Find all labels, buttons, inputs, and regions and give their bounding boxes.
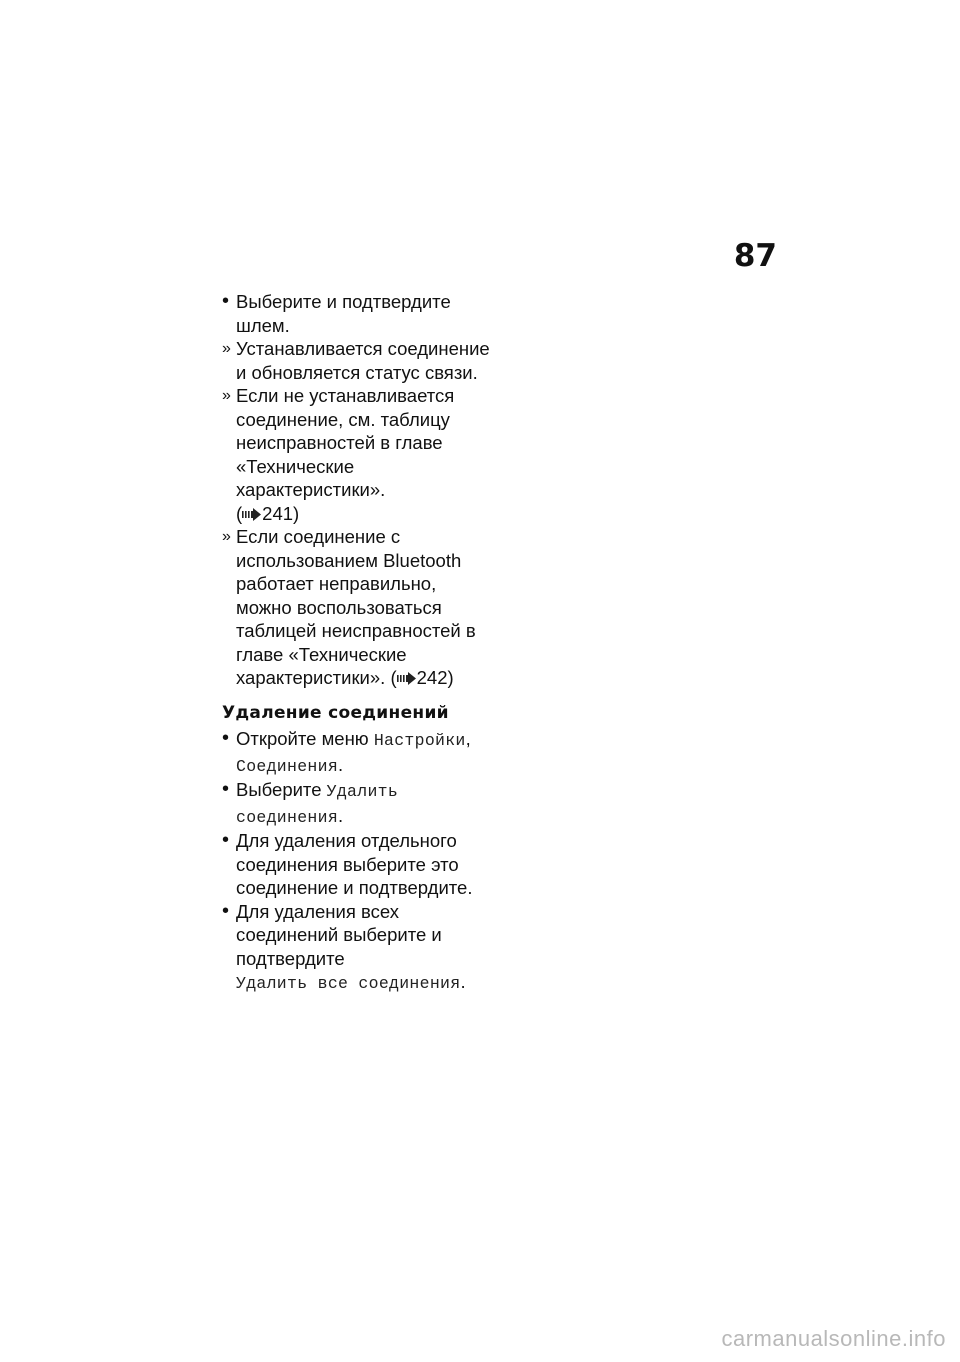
result-text: Если соединение с использованием Bluetooth работает неправильно, можно воспользоваться таблицей неисправностей в главе «Технические характеристики».: [236, 526, 476, 688]
menu-item-name: Удалить все соединения: [236, 974, 461, 993]
arrow-right-icon: [242, 508, 262, 521]
bullet-marker: •: [222, 829, 230, 851]
list-item: [222, 290, 497, 337]
step-text: Для удаления всех соединений выберите и подтвердите: [236, 900, 442, 969]
page-number: 87: [733, 238, 777, 274]
step-text: Откройте меню: [236, 728, 374, 749]
page-reference[interactable]: 241: [262, 502, 294, 524]
list-item: [222, 337, 497, 384]
menu-name: Настройки: [373, 731, 466, 750]
ref-open: (: [236, 502, 243, 524]
end-punct: .: [460, 971, 466, 992]
step-text: Для удаления отдельного соединения выберите это соединение и подтвердите.: [236, 830, 473, 898]
menu-item-name: Удалить соединения: [236, 782, 399, 827]
end-punct: .: [338, 804, 344, 826]
watermark: carmanualsonline.info: [721, 1326, 946, 1351]
ref-close: ): [447, 667, 454, 688]
list-item: [222, 384, 497, 525]
separator: ,: [465, 728, 471, 749]
arrow-right-icon: [397, 672, 417, 685]
bullet-marker: •: [222, 727, 230, 749]
end-punct: .: [338, 753, 344, 775]
result-marker: »: [222, 528, 231, 545]
ref-close: ): [293, 502, 300, 524]
list-item: [222, 900, 497, 996]
menu-name: Соединения: [236, 756, 339, 776]
list-item: [222, 778, 497, 829]
result-text: Устанавливается соединение и обновляется статус связи.: [236, 338, 490, 383]
step-text: Выберите: [236, 779, 327, 800]
ref-open: (: [385, 667, 397, 688]
content-column: [222, 290, 497, 996]
section-heading: Удаление соединений: [222, 702, 449, 723]
list-item: [222, 829, 497, 900]
result-text: Если не устанавливается соединение, см. таблицу неисправностей в главе «Технические характеристики».: [236, 385, 455, 500]
bullet-marker: •: [222, 778, 230, 800]
list-item: [222, 727, 497, 778]
bullet-marker: •: [222, 290, 230, 312]
step-text: Выберите и подтвердите шлем.: [236, 291, 451, 336]
bullet-marker: •: [222, 899, 230, 922]
result-marker: »: [222, 387, 231, 404]
result-marker: »: [222, 340, 231, 357]
list-item: [222, 525, 497, 690]
page-reference[interactable]: 242: [416, 667, 448, 688]
